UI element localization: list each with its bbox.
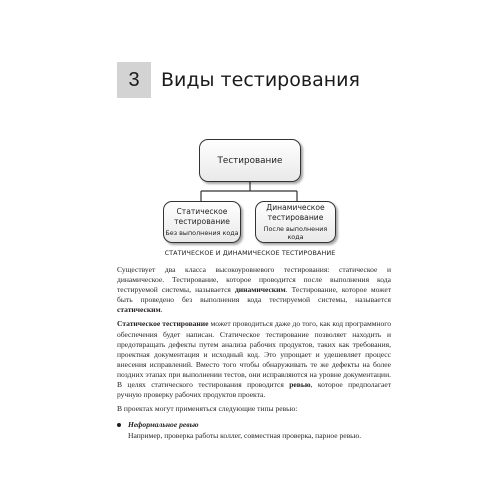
chapter-title: Виды тестирования [161, 69, 360, 91]
paragraph-1-text-after: . [160, 305, 163, 315]
paragraph-3: В проектах могут применяться следующие типы ревью: [117, 404, 298, 414]
term-dynamic: динамическим [234, 285, 286, 295]
diagram-box-dynamic-sub: После выполнения кода [263, 224, 328, 241]
term-review: ревью [289, 380, 311, 390]
body-text [117, 265, 391, 442]
chapter-number: 3 [117, 62, 151, 98]
diagram-box-testing [199, 139, 301, 182]
bullet-icon [117, 423, 121, 427]
paragraph-1 [117, 265, 391, 315]
term-static-testing: Статическое тестирование [117, 319, 209, 329]
list-item [117, 420, 391, 441]
diagram-box-testing-label: Тестирование [217, 155, 283, 166]
list-item-title [117, 420, 391, 430]
paragraph-1-text-before: Существует два класса высокоуровневого тестирования: статическое и динамическое. Тестирование, которое проводится после выполнения кода тестируемой системы, называется [117, 265, 391, 295]
diagram-box-static-line1: Статическое [176, 207, 228, 217]
diagram-caption: СТАТИЧЕСКОЕ И ДИНАМИЧЕСКОЕ ТЕСТИРОВАНИЕ [164, 249, 336, 257]
list-item-description: Например, проверка работы коллег, совместная проверка, парное ревью. [128, 431, 362, 441]
diagram-box-dynamic [255, 201, 336, 243]
paragraph-2-text-before: может проводиться даже до того, как код программного обеспечения будет написан. Статическое тестирование позволяет находить и предотвращать дефекты путем анализа рабочих продуктов, таких как требования, проектная документация и исходный код. Это упрощает и удешевляет процесс внесения исправлений. Вместо того чтобы обнаруживать те же дефекты на более поздних этапах при выполнении тестов, они исправляются на уровне документации. В целях статического тестирования проводится [117, 319, 391, 390]
diagram-box-dynamic-line1: Динамическое [266, 203, 325, 213]
diagram-box-static [163, 201, 241, 243]
paragraph-2-text-after: , которое предполагает ручную проверку рабочих продуктов проекта. [117, 380, 391, 400]
paragraph-2 [117, 319, 391, 400]
paragraph-1-text-middle: . Тестирование, которое может быть проведено без выполнения кода тестируемой системы, называется [117, 285, 392, 305]
diagram-box-static-line2: тестирование [174, 216, 230, 226]
diagram-box-static-sub: Без выполнения кода [165, 228, 239, 237]
list-item-title-text: Неформальное ревью [128, 420, 199, 430]
term-static: статическим [117, 305, 161, 315]
diagram-box-dynamic-line2: тестирование [267, 212, 324, 222]
